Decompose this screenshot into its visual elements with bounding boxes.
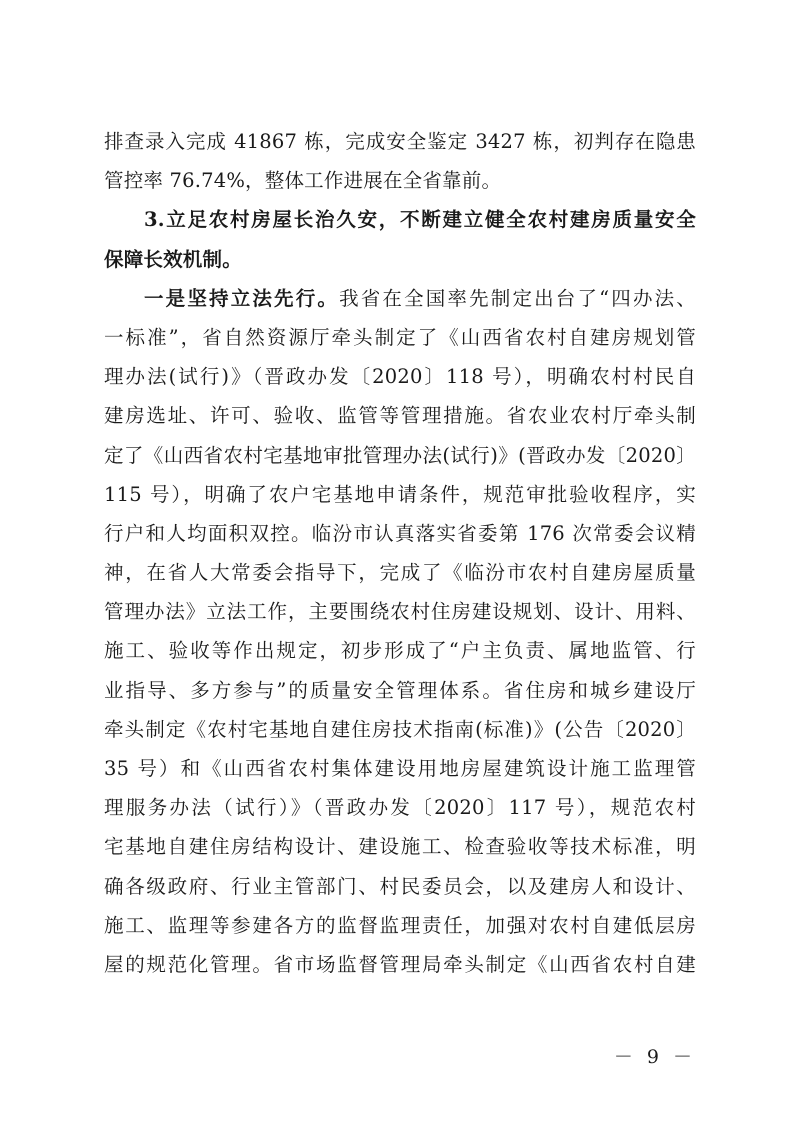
line-text: 牵头制定《农村宅基地自建住房技术指南(标准)》(公告〔2020〕 — [104, 717, 696, 741]
line-text: 确各级政府、行业主管部门、村民委员会，以及建房人和设计、 — [104, 874, 696, 898]
line-text: 115 号），明确了农户宅基地申请条件，规范审批验收程序，实 — [104, 482, 696, 506]
text-line — [104, 436, 696, 475]
text-line — [104, 945, 696, 984]
text-line — [104, 553, 696, 592]
text-line — [104, 710, 696, 749]
line-text: 一标准”，省自然资源厅牵头制定了《山西省农村自建房规划管 — [104, 325, 696, 349]
text-line — [104, 671, 696, 710]
line-text: 宅基地自建住房结构设计、建设施工、检查验收等技术标准，明 — [104, 835, 696, 859]
text-line — [104, 867, 696, 906]
text-line — [104, 318, 696, 357]
text-line — [104, 279, 696, 318]
line-text: 保障长效机制。 — [104, 247, 242, 271]
text-line — [104, 240, 696, 279]
line-text: 神，在省人大常委会指导下，完成了《临汾市农村自建房屋质量 — [104, 561, 696, 585]
text-line — [104, 396, 696, 435]
line-text: 施工、验收等作出规定，初步形成了“户主负责、属地监管、行 — [104, 639, 696, 663]
line-text: 屋的规范化管理。省市场监督管理局牵头制定《山西省农村自建 — [104, 952, 696, 976]
line-text: 3.立足农村房屋长治久安，不断建立健全农村建房质量安全 — [144, 208, 696, 232]
line-text: 建房选址、许可、验收、监管等管理措施。省农业农村厅牵头制 — [104, 404, 696, 428]
document-body — [104, 122, 696, 984]
line-text: 定了《山西省农村宅基地审批管理办法(试行)》(晋政办发〔2020〕 — [104, 443, 696, 467]
text-line — [104, 161, 696, 200]
text-line — [104, 788, 696, 827]
text-line — [104, 514, 696, 553]
line-text: 理办法(试行)》（晋政办发〔2020〕118 号），明确农村村民自 — [104, 365, 696, 389]
line-text: 管控率 76.74%，整体工作进展在全省靠前。 — [104, 169, 502, 193]
line-text: 行户和人均面积双控。临汾市认真落实省委第 176 次常委会议精 — [104, 521, 696, 545]
page-number: － 9 － — [613, 1046, 696, 1068]
line-text: 排查录入完成 41867 栋，完成安全鉴定 3427 栋，初判存在隐患 — [104, 130, 696, 153]
text-line — [104, 122, 696, 161]
text-line — [104, 749, 696, 788]
line-text: 业指导、多方参与”的质量安全管理体系。省住房和城乡建设厅 — [104, 678, 696, 702]
line-text: 35 号）和《山西省农村集体建设用地房屋建筑设计施工监理管 — [104, 757, 696, 780]
text-line — [104, 631, 696, 670]
text-line — [104, 357, 696, 396]
lead-phrase: 一是坚持立法先行。 — [144, 286, 340, 310]
line-text: 施工、监理等参建各方的监督监理责任，加强对农村自建低层房 — [104, 913, 696, 937]
text-line — [104, 906, 696, 945]
line-text: 理服务办法（试行）》（晋政办发〔2020〕117 号），规范农村 — [104, 796, 696, 820]
text-line — [104, 592, 696, 631]
text-line — [104, 475, 696, 514]
line-text: 管理办法》立法工作，主要围绕农村住房建设规划、设计、用料、 — [104, 600, 696, 624]
line-text: 我省在全国率先制定出台了“四办法、 — [339, 286, 696, 310]
text-line — [104, 827, 696, 866]
text-line — [104, 200, 696, 239]
